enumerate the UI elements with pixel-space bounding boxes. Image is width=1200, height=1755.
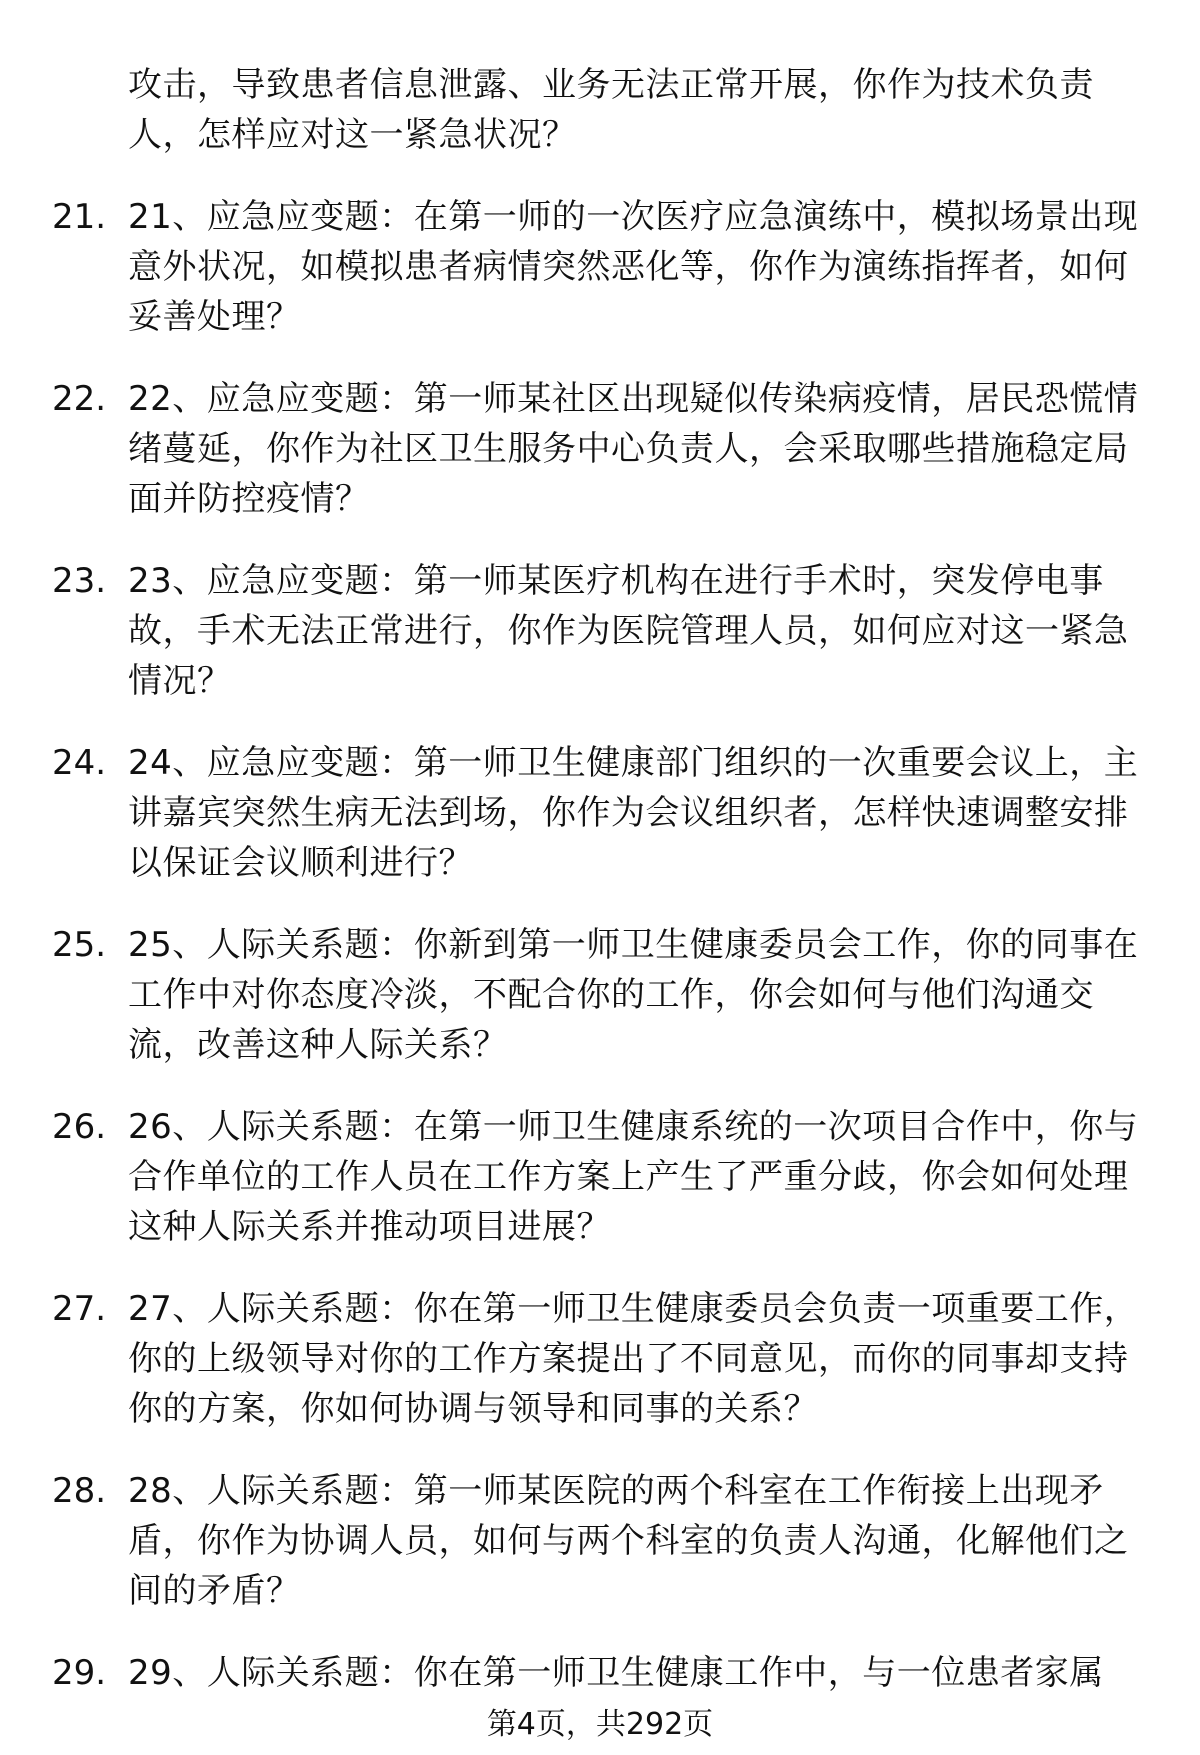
item-text: 27、人际关系题：你在第一师卫生健康委员会负责一项重要工作，你的上级领导对你的工作方案提出了不同意见，而你的同事却支持你的方案，你如何协调与领导和同事的关系？ bbox=[128, 1289, 1139, 1429]
item-text: 26、人际关系题：在第一师卫生健康系统的一次项目合作中，你与合作单位的工作人员在工作方案上产生了严重分歧，你会如何处理这种人际关系并推动项目进展？ bbox=[128, 1107, 1139, 1247]
item-number: 22. bbox=[52, 379, 107, 419]
question-list bbox=[0, 192, 1200, 1730]
list-item bbox=[0, 374, 1200, 524]
item-number: 26. bbox=[52, 1107, 107, 1147]
item-text: 29、人际关系题：你在第一师卫生健康工作中，与一位患者家属 bbox=[128, 1653, 1104, 1693]
item-number: 29. bbox=[52, 1653, 107, 1693]
page-number-footer: 第4页，共292页 bbox=[486, 1707, 714, 1742]
list-item bbox=[0, 1466, 1200, 1616]
item-number: 27. bbox=[52, 1289, 107, 1329]
list-item bbox=[0, 1102, 1200, 1252]
item-text: 21、应急应变题：在第一师的一次医疗应急演练中，模拟场景出现意外状况，如模拟患者病情突然恶化等，你作为演练指挥者，如何妥善处理？ bbox=[128, 197, 1139, 337]
item-number: 24. bbox=[52, 743, 107, 783]
item-text: 25、人际关系题：你新到第一师卫生健康委员会工作，你的同事在工作中对你态度冷淡，不配合你的工作，你会如何与他们沟通交流，改善这种人际关系？ bbox=[128, 925, 1139, 1065]
item-text: 28、人际关系题：第一师某医院的两个科室在工作衔接上出现矛盾，你作为协调人员，如何与两个科室的负责人沟通，化解他们之间的矛盾？ bbox=[128, 1471, 1129, 1611]
list-item bbox=[0, 920, 1200, 1070]
item-number: 21. bbox=[52, 197, 107, 237]
continuation-paragraph: 攻击，导致患者信息泄露、业务无法正常开展，你作为技术负责人，怎样应对这一紧急状况？ bbox=[128, 65, 1094, 155]
list-item bbox=[0, 738, 1200, 888]
list-item bbox=[0, 556, 1200, 706]
item-text: 24、应急应变题：第一师卫生健康部门组织的一次重要会议上，主讲嘉宾突然生病无法到场，你作为会议组织者，怎样快速调整安排以保证会议顺利进行？ bbox=[128, 743, 1139, 883]
item-text: 23、应急应变题：第一师某医疗机构在进行手术时，突发停电事故，手术无法正常进行，你作为医院管理人员，如何应对这一紧急情况？ bbox=[128, 561, 1129, 701]
item-number: 23. bbox=[52, 561, 107, 601]
item-text: 22、应急应变题：第一师某社区出现疑似传染病疫情，居民恐慌情绪蔓延，你作为社区卫生服务中心负责人，会采取哪些措施稳定局面并防控疫情？ bbox=[128, 379, 1139, 519]
list-item bbox=[0, 1284, 1200, 1434]
item-number: 28. bbox=[52, 1471, 107, 1511]
list-item bbox=[0, 1648, 1200, 1698]
item-number: 25. bbox=[52, 925, 107, 965]
list-item bbox=[0, 192, 1200, 342]
